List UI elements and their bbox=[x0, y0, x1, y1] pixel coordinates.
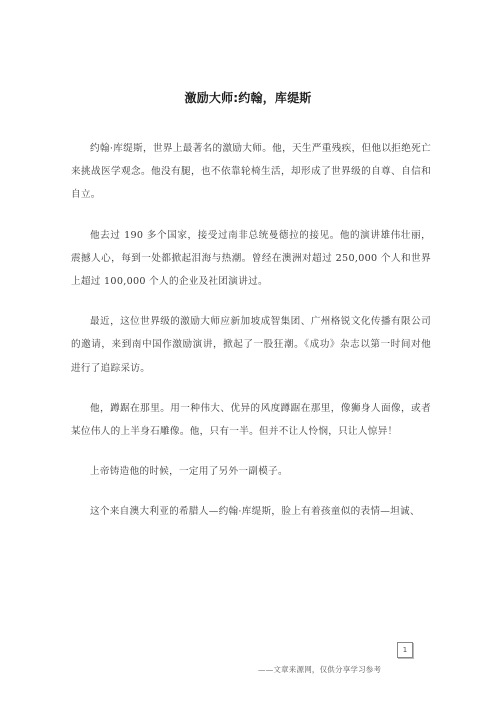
footer-source-note: ——文章来源网，仅供分享学习参考 bbox=[258, 665, 382, 674]
paragraph-4: 他，蹲踞在那里。用一种伟大、优异的风度蹲踞在那里，像狮身人面像，或者某位伟人的上半身石雕像。他，只有一半。但并不让人怜悯，只让人惊异！ bbox=[71, 402, 431, 438]
paragraph-5: 上帝铸造他的时候，一定用了另外一副模子。 bbox=[90, 466, 288, 478]
article-body bbox=[71, 137, 431, 524]
paragraph-3: 最近，这位世界级的激励大师应新加坡成智集团、广州格锐文化传播有限公司的邀请，来到南中国作激励演讲，掀起了一股狂潮。《成功》杂志以第一时间对他进行了追踪采访。 bbox=[71, 316, 431, 374]
page-title: 激励大师:约翰，库缇斯 bbox=[184, 91, 312, 105]
paragraph-1: 约翰·库缇斯，世界上最著名的激励大师。他，天生严重残疾，但他以拒绝死亡来挑战医学观念。他没有腿，也不依靠轮椅生活，却形成了世界级的自尊、自信和自立。 bbox=[71, 143, 431, 201]
paragraph-6: 这个来自澳大利亚的希腊人—约翰·库缇斯，脸上有着孩童似的表情—坦诚、 bbox=[90, 506, 420, 518]
paragraph-2: 他去过 190 多个国家，接受过南非总统曼德拉的接见。他的演讲雄伟壮丽，震撼人心，每到一处都掀起泪海与热潮。曾经在澳洲对超过 250,000 个人和世界上超过 100,000 个人的企业及社团演讲过。 bbox=[71, 229, 431, 288]
page-number-badge: 1 bbox=[397, 642, 413, 658]
